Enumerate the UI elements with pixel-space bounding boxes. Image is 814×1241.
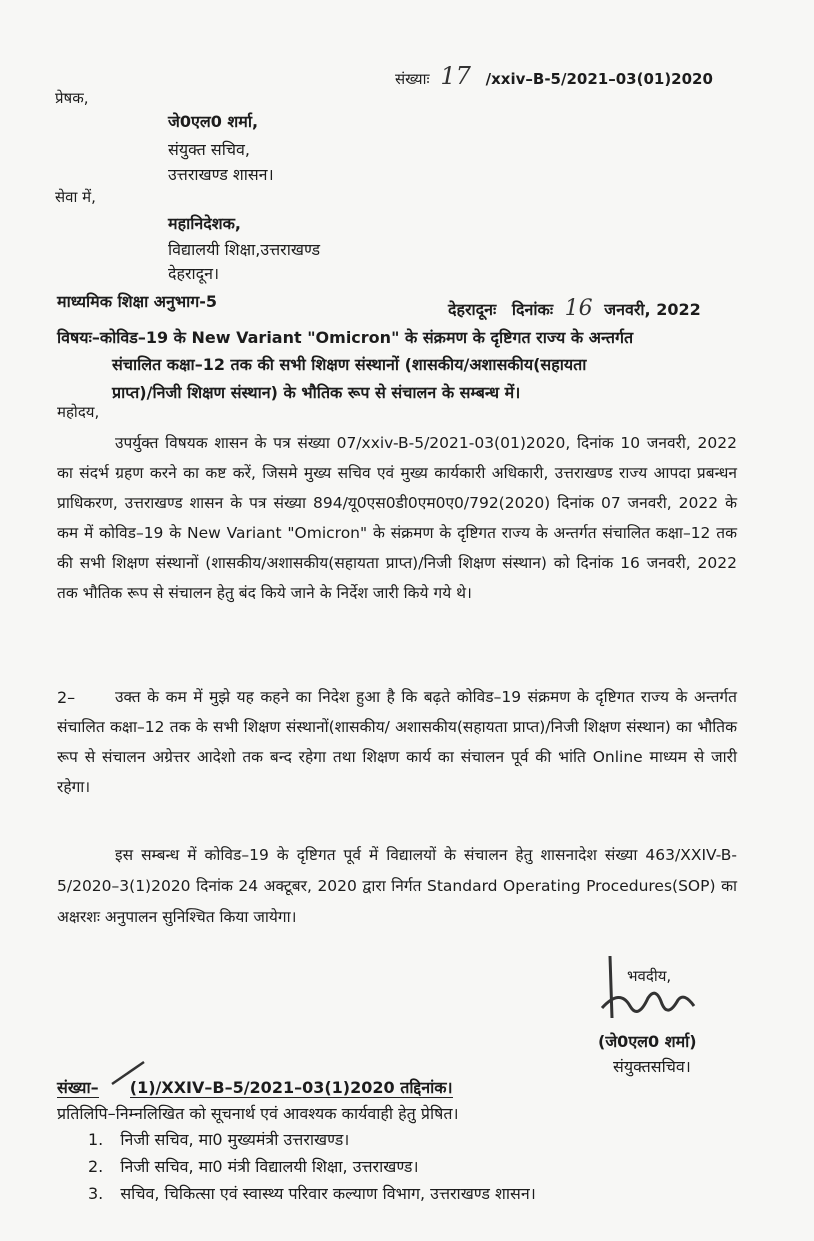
date-rest: जनवरी, 2022: [604, 300, 701, 319]
list-item: [88, 1128, 349, 1150]
reference-prefix: संख्याः: [395, 70, 430, 88]
section-name: माध्यमिक शिक्षा अनुभाग-5: [57, 292, 218, 311]
sender-name: जे0एल0 शर्मा,: [168, 112, 259, 131]
copy-number-text: (1)/XXIV–B–5/2021–03(1)2020 तद्दिनांक।: [129, 1078, 453, 1097]
paragraph-3: इस सम्बन्ध में कोविड–19 के दृष्टिगत पूर्व में विद्यालयों के संचालन हेतु शासनादेश संख्या 463/XXIV-B-5/2020–3(1)2020 दिनांक 24 अक्टूबर, 2020 द्वारा निर्गत Standard Operating Procedures(SOP) का अक्षरशः अनुपालन सुनिश्चित किया जायेगा।: [57, 846, 737, 926]
list-item: [88, 1155, 419, 1177]
date-line: [448, 296, 701, 321]
subject-label: विषयः: [57, 328, 92, 347]
date-label: दिनांकः: [511, 300, 554, 319]
recipient-dept: विद्यालयी शिक्षा,उत्तराखण्ड: [168, 240, 321, 259]
closing: भवदीय,: [627, 967, 672, 985]
subject-line-1: [57, 326, 633, 348]
paragraph-2: उक्त के कम में मुझे यह कहने का निदेश हुआ है कि बढ़ते कोविड–19 संक्रमण के दृष्टिगत राज्य के अन्तर्गत संचालित कक्षा–12 तक के सभी शिक्षण संस्थानों(शासकीय/ अशासकीय(सहायता प्राप्त)/निजी शिक्षण संस्थान) का भौतिक रूप से संचालन अग्रेत्तर आदेशो तक बन्द रहेगा तथा शिक्षण कार्य का संचालन पूर्व की भांति Online माध्यम से जारी रहेगा।: [57, 688, 737, 796]
list-item-number: 1.: [88, 1130, 104, 1149]
subject-text-1: –कोविड–19 के New Variant "Omicron" के संक्रमण के दृष्टिगत राज्य के अन्तर्गत: [91, 328, 634, 347]
list-item-text: सचिव, चिकित्सा एवं स्वास्थ्य परिवार कल्याण विभाग, उत्तराखण्ड शासन।: [120, 1184, 536, 1203]
subject-line-2: संचालित कक्षा–12 तक की सभी शिक्षण संस्थानों (शासकीय/अशासकीय(सहायता: [112, 355, 587, 374]
sender-designation: संयुक्त सचिव,: [168, 140, 250, 159]
handwritten-slash-mark: [108, 1058, 148, 1088]
reference-handwritten: 17: [440, 62, 471, 90]
recipient-name: महानिदेशक,: [168, 214, 241, 233]
recipient-city: देहरादून।: [168, 264, 220, 283]
handwritten-signature: [590, 948, 700, 1028]
recipient-label: सेवा में,: [55, 188, 96, 206]
paragraph-1: उपर्युक्त विषयक शासन के पत्र संख्या 07/xxiv-B-5/2021-03(01)2020, दिनांक 10 जनवरी, 2022 का संदर्भ ग्रहण करने का कष्ट करें, जिसमे मुख्य सचिव एवं मुख्य कार्यकारी अधिकारी, उत्तराखण्ड राज्य आपदा प्रबन्धन प्राधिकरण, उत्तराखण्ड शासन के पत्र संख्या 894/यू0एस0डी0एम0ए0/792(2020) दिनांक 07 जनवरी, 2022 के कम में कोविड–19 के New Variant "Omicron" के संक्रमण के दृष्टिगत राज्य के अन्तर्गत संचालित कक्षा–12 तक की सभी शिक्षण संस्थानों (शासकीय/अशासकीय(सहायता प्राप्त)/निजी शिक्षण संस्थान) को दिनांक 16 जनवरी, 2022 तक भौतिक रूप से संचालन हेतु बंद किये जाने के निर्देश जारी किये गये थे।: [57, 434, 737, 602]
copy-intro: प्रतिलिपि–निम्नलिखित को सूचनार्थ एवं आवश्यक कार्यवाही हेतु प्रेषित।: [57, 1104, 459, 1123]
list-item-number: 3.: [88, 1184, 104, 1203]
signatory-name: (जे0एल0 शर्मा): [598, 1032, 697, 1051]
place: देहरादूनः: [448, 300, 497, 319]
salutation: महोदय,: [57, 403, 100, 421]
list-item-text: निजी सचिव, मा0 मंत्री विद्यालयी शिक्षा, उत्तराखण्ड।: [120, 1157, 419, 1176]
subject-line-3: प्राप्त)/निजी शिक्षण संस्थान) के भौतिक रूप से संचालन के सम्बन्ध में।: [112, 383, 521, 402]
sender-office: उत्तराखण्ड शासन।: [168, 165, 274, 184]
sender-label: प्रेषक,: [55, 89, 89, 107]
list-item: [88, 1182, 536, 1204]
reference-suffix: /xxiv–B-5/2021–03(01)2020: [485, 70, 713, 88]
signatory-designation: संयुक्तसचिव।: [613, 1057, 691, 1076]
paragraph-2-number: 2–: [57, 688, 76, 707]
date-day-handwritten: 16: [564, 296, 593, 321]
list-item-text: निजी सचिव, मा0 मुख्यमंत्री उत्तराखण्ड।: [120, 1130, 350, 1149]
list-item-number: 2.: [88, 1157, 104, 1176]
copy-number-label: संख्या–: [57, 1078, 99, 1097]
reference-number: [395, 62, 713, 90]
